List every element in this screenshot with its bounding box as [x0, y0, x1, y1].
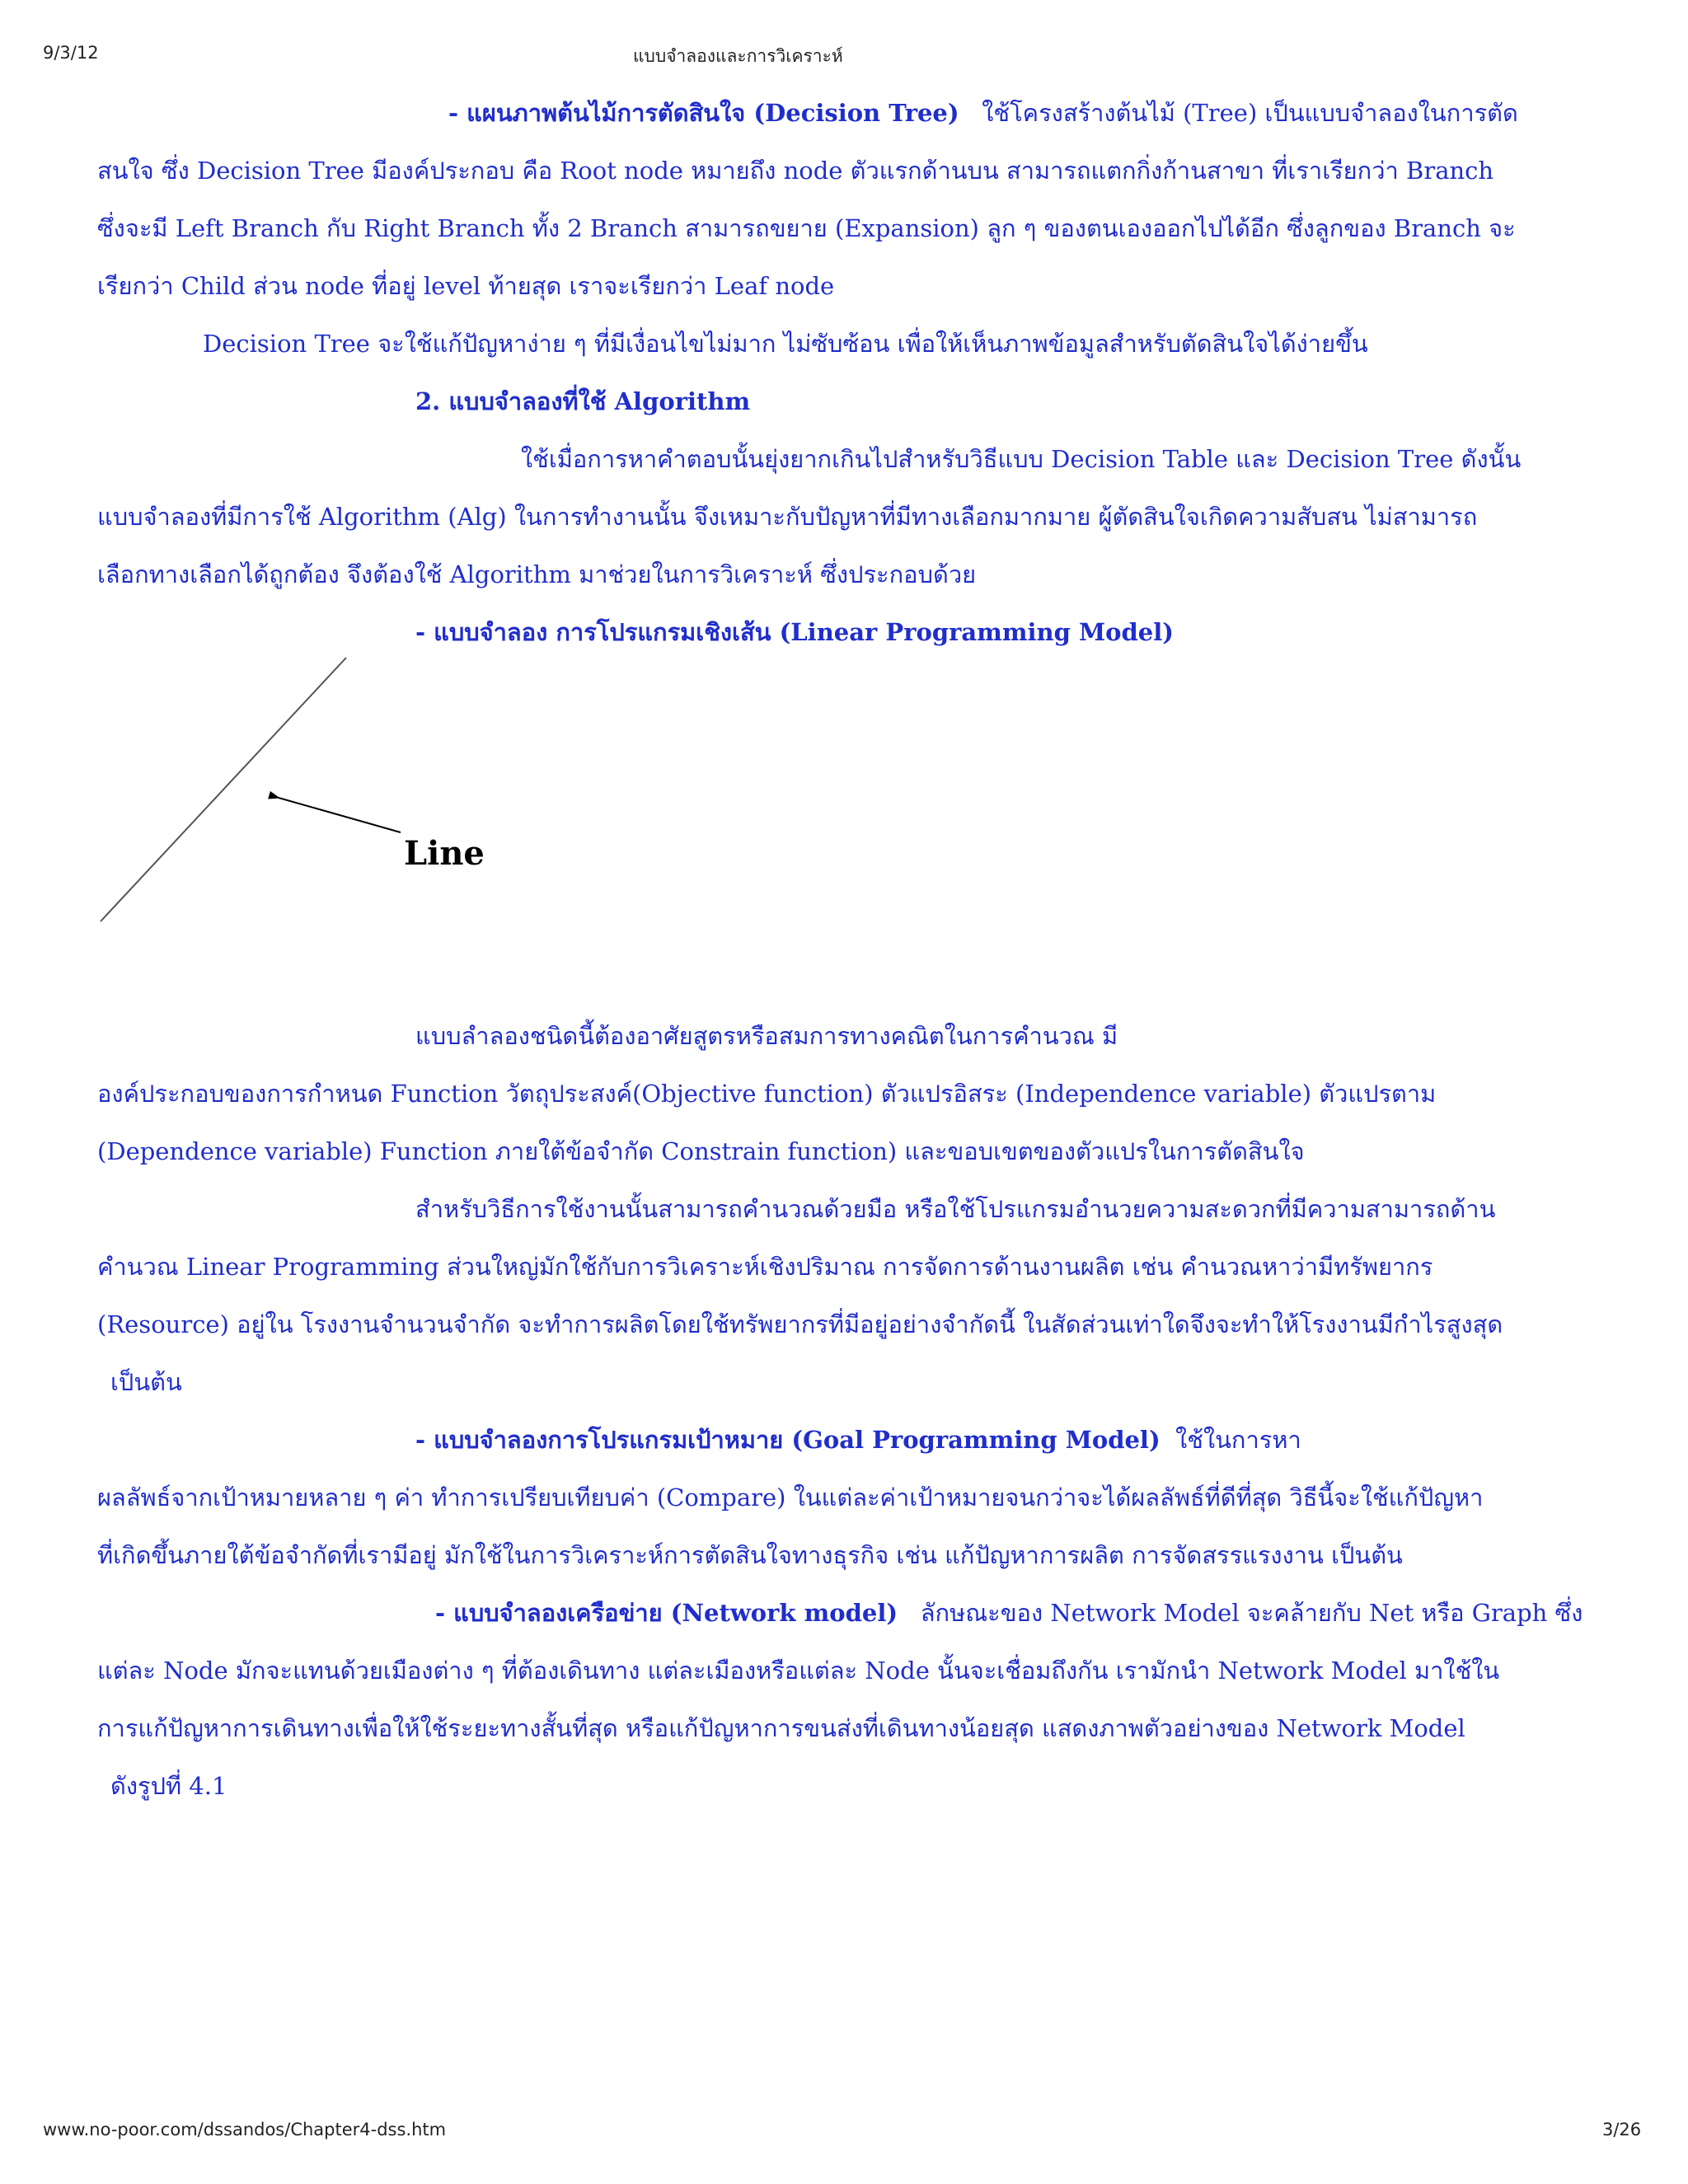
goal-programming-heading: - แบบจำลองการโปรแกรมเป้าหมาย (Goal Programming Model) — [415, 1426, 1160, 1454]
print-date: 9/3/12 — [43, 43, 99, 63]
print-page-title: แบบจำลองและการวิเคราะห์ — [633, 46, 843, 66]
print-url: www.no-poor.com/dssandos/Chapter4-dss.htm — [43, 2120, 447, 2139]
print-page-number: 3/26 — [1602, 2120, 1642, 2139]
network-model-line-1 — [435, 1594, 1582, 1632]
figure-arrow — [279, 798, 401, 832]
algorithm-heading: 2. แบบจำลองที่ใช้ Algorithm — [415, 387, 751, 415]
network-model-line-4: ดังรูปที่ 4.1 — [110, 1772, 227, 1800]
decision-tree-heading: - แผนภาพต้นไม้การตัดสินใจ (Decision Tree) — [448, 99, 959, 127]
linear-programming-heading: - แบบจำลอง การโปรแกรมเชิงเส้น (Linear Programming Model) — [415, 618, 1174, 646]
decision-tree-line-4: เรียกว่า Child ส่วน node ที่อยู่ level ท้ายสุด เราจะเรียกว่า Leaf node — [97, 272, 835, 300]
linear-programming-line-5: คำนวณ Linear Programming ส่วนใหญ่มักใช้กับการวิเคราะห์เชิงปริมาณ การจัดการด้านงานผลิต เช่น คำนวณหาว่ามีทรัพยากร — [97, 1253, 1433, 1281]
goal-programming-line-2: ผลลัพธ์จากเป้าหมายหลาย ๆ ค่า ทำการเปรียบเทียบค่า (Compare) ในแต่ละค่าเป้าหมายจนกว่าจะได้ผลลัพธ์ที่ดีที่สุด วิธีนี้จะใช้แก้ปัญหา — [97, 1483, 1484, 1511]
goal-programming-intro: ใช้ในการหา — [1175, 1426, 1301, 1454]
network-model-line-3: การแก้ปัญหาการเดินทางเพื่อให้ใช้ระยะทางสั้นที่สุด หรือแก้ปัญหาการขนส่งที่เดินทางน้อยสุด แสดงภาพตัวอย่างของ Network Model — [97, 1714, 1465, 1742]
linear-programming-line-2: องค์ประกอบของการกำหนด Function วัตถุประสงค์(Objective function) ตัวแปรอิสระ (Independence variable) ตัวแปรตาม — [97, 1080, 1437, 1108]
linear-programming-line-6: (Resource) อยู่ใน โรงงานจำนวนจำกัด จะทำการผลิตโดยใช้ทรัพยากรที่มีอยู่อย่างจำกัดนี้ ในสัดส่วนเท่าใดจึงจะทำให้โรงงานมีกำไรสูงสุด — [97, 1310, 1503, 1338]
decision-tree-intro: ใช้โครงสร้างต้นไม้ (Tree) เป็นแบบจำลองในการตัด — [982, 99, 1518, 127]
decision-tree-line-2: สนใจ ซึ่ง Decision Tree มีองค์ประกอบ คือ Root node หมายถึง node ตัวแรกด้านบน สามารถแตกกิ่งก้านสาขา ที่เราเรียกว่า Branch — [97, 157, 1494, 185]
goal-programming-line-3: ที่เกิดขึ้นภายใต้ข้อจำกัดที่เรามีอยู่ มักใช้ในการวิเคราะห์การตัดสินใจทางธุรกิจ เช่น แก้ปัญหาการผลิต การจัดสรรแรงงาน เป็นต้น — [97, 1541, 1403, 1569]
linear-programming-line-1: แบบลำลองชนิดนี้ต้องอาศัยสูตรหรือสมการทางคณิตในการคำนวณ มี — [415, 1022, 1118, 1050]
goal-programming-line-1 — [415, 1421, 1301, 1459]
decision-tree-line-5: Decision Tree จะใช้แก้ปัญหาง่าย ๆ ที่มีเงื่อนไขไม่มาก ไม่ซับซ้อน เพื่อให้เห็นภาพข้อมูลสำหรับตัดสินใจได้ง่ายขึ้น — [203, 330, 1368, 358]
network-model-heading: - แบบจำลองเครือข่าย (Network model) — [435, 1599, 898, 1627]
figure-label: Line — [404, 834, 485, 873]
network-model-line-2: แต่ละ Node มักจะแทนด้วยเมืองต่าง ๆ ที่ต้องเดินทาง แต่ละเมืองหรือแต่ละ Node นั้นจะเชื่อมถึงกัน เรามักนำ Network Model มาใช้ใน — [97, 1657, 1500, 1685]
algorithm-line-3: เลือกทางเลือกได้ถูกต้อง จึงต้องใช้ Algorithm มาช่วยในการวิเคราะห์ ซึ่งประกอบด้วย — [97, 560, 977, 588]
algorithm-line-2: แบบจำลองที่มีการใช้ Algorithm (Alg) ในการทำงานนั้น จึงเหมาะกับปัญหาที่มีทางเลือกมากมาย ผู้ตัดสินใจเกิดความสับสน ไม่สามารถ — [97, 503, 1478, 531]
decision-tree-line-3: ซึ่งจะมี Left Branch กับ Right Branch ทั้ง 2 Branch สามารถขยาย (Expansion) ลูก ๆ ของตนเองออกไปได้อีก ซึ่งลูกของ Branch จะ — [97, 214, 1516, 242]
linear-programming-line-3: (Dependence variable) Function ภายใต้ข้อจำกัด Constrain function) และขอบเขตของตัวแปรในการตัดสินใจ — [97, 1137, 1305, 1165]
figure-line — [101, 658, 346, 921]
network-model-intro: ลักษณะของ Network Model จะคล้ายกับ Net หรือ Graph ซึ่ง — [920, 1599, 1583, 1627]
linear-programming-line-4: สำหรับวิธีการใช้งานนั้นสามารถคำนวณด้วยมือ หรือใช้โปรแกรมอำนวยความสะดวกที่มีความสามารถด้าน — [415, 1195, 1496, 1223]
algorithm-line-1: ใช้เมื่อการหาคำตอบนั้นยุ่งยากเกินไปสำหรับวิธีแบบ Decision Table และ Decision Tree ดังนั้น — [521, 445, 1522, 473]
linear-programming-line-7: เป็นต้น — [110, 1368, 182, 1396]
